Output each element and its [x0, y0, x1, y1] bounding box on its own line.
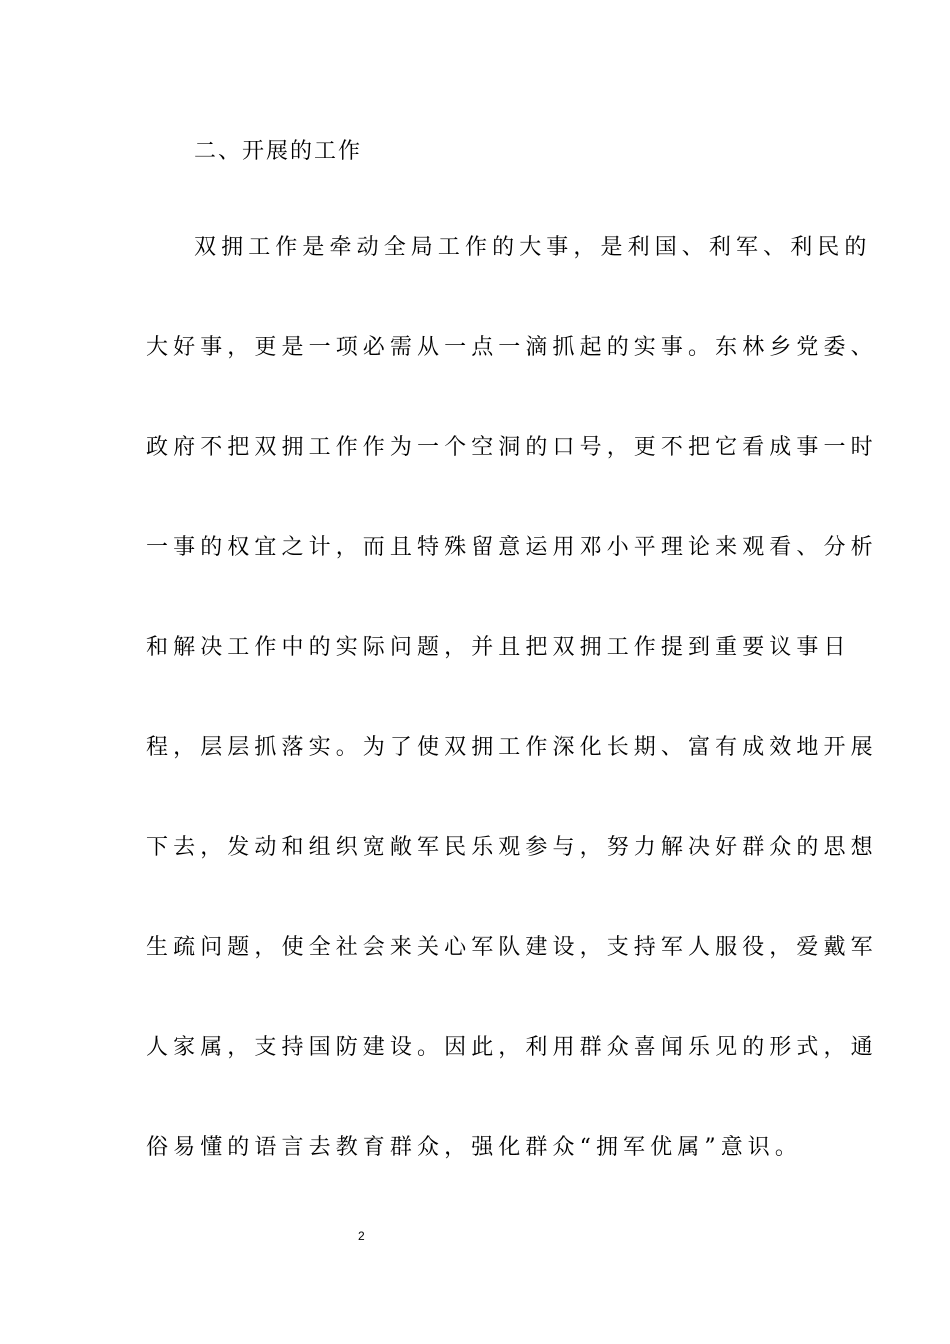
paragraph-line: 人家属，支持国防建设。因此，利用群众喜闻乐见的形式，通 — [146, 1035, 878, 1060]
paragraph-line: 大好事，更是一项必需从一点一滴抓起的实事。东林乡党委、 — [146, 335, 878, 360]
body-paragraph — [146, 230, 878, 1230]
paragraph-line: 双拥工作是牵动全局工作的大事，是利国、利军、利民的 — [194, 235, 872, 260]
section-heading: 二、开展的工作 — [194, 139, 363, 164]
paragraph-line: 下去，发动和组织宽敞军民乐观参与，努力解决好群众的思想 — [146, 835, 878, 860]
paragraph-line: 和解决工作中的实际问题，并且把双拥工作提到重要议事日 — [146, 635, 851, 660]
paragraph-line: 政府不把双拥工作作为一个空洞的口号，更不把它看成事一时 — [146, 435, 878, 460]
paragraph-line: 生疏问题，使全社会来关心军队建设，支持军人服役，爱戴军 — [146, 935, 878, 960]
paragraph-line: 俗易懂的语言去教育群众，强化群众“拥军优属”意识。 — [146, 1135, 802, 1160]
paragraph-line: 程，层层抓落实。为了使双拥工作深化长期、富有成效地开展 — [146, 735, 878, 760]
paragraph-line: 一事的权宜之计，而且特殊留意运用邓小平理论来观看、分析 — [146, 535, 878, 560]
page-number: 2 — [358, 1229, 365, 1243]
